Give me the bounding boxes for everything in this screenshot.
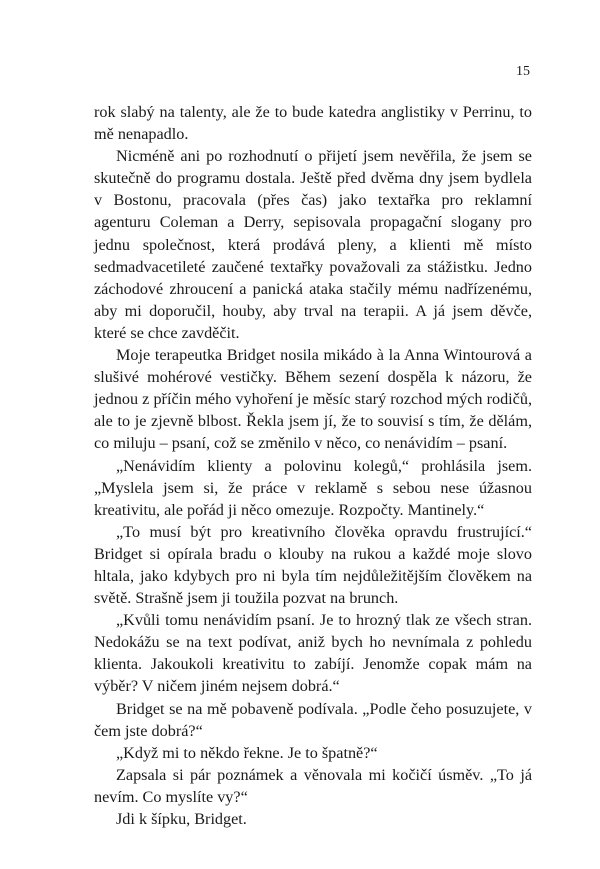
paragraph: Nicméně ani po rozhodnutí o přijetí jsem nevěřila, že jsem se skutečně do programu dostala. Ještě před dvěma dny jsem bydlela v Bostonu, pracovala (přes čas) jako textařka pro reklamní agenturu Coleman a Derry, sepisovala propagační slogany pro jednu společnost, která prodává pleny, a klienti mě místo sedmadvacetileté zaučené textařky považovali za stážistku. Jedno záchodové zhroucení a panická ataka stačily mému nadřízenému, aby mi doporučil, houby, aby trval na terapii. A já jsem děvče, které se chce zavděčit. (94, 147, 532, 342)
paragraph: Moje terapeutka Bridget nosila mikádo à la Anna Wintourová a slušivé mohérové vestičky. Během sezení dospěla k názoru, že jednou z příčin mého vyhoření je měsíc starý rozchod mých rodičů, ale to je zjevně blbost. Řekla jsem jí, že to souvisí s tím, že dělám, co miluju – psaní, což se změnilo v něco, co nenávidím – psaní. (94, 346, 532, 453)
paragraph: „Kvůli tomu nenávidím psaní. Je to hrozný tlak ze všech stran. Nedokážu se na text podívat, aniž bych ho nevnímala z pohledu klienta. Jakoukoli kreativitu to zabíjí. Jenomže copak mám na výběr? V ničem jiném nejsem dobrá.“ (94, 611, 532, 696)
body-text (94, 101, 532, 830)
paragraph: Bridget se na mě pobaveně podívala. „Podle čeho posuzujete, v čem jste dobrá?“ (94, 699, 532, 740)
paragraph: „Nenávidím klienty a polovinu kolegů,“ prohlásila jsem. „Myslela jsem si, že práce v reklamě s sebou nese úžasnou kreativitu, ale pořád ji něco omezuje. Rozpočty. Mantinely.“ (94, 456, 532, 519)
paragraph: „To musí být pro kreativního člověka opravdu frustrující.“ Bridget si opírala bradu o klouby na rukou a každé moje slovo hltala, jako kdybych pro ni byla tím nejdůležitějším člověkem na světě. Strašně jsem ji toužila pozvat na brunch. (94, 522, 532, 608)
paragraph: Zapsala si pár poznámek a věnovala mi kočičí úsměv. „To já nevím. Co myslíte vy?“ (94, 765, 532, 806)
paragraph: Jdi k šípku, Bridget. (116, 810, 247, 828)
paragraph: rok slabý na talenty, ale že to bude katedra anglistiky v Perrinu, to mě nenapadlo. (94, 103, 532, 144)
page-number: 15 (516, 64, 530, 79)
paragraph: „Když mi to někdo řekne. Je to špatně?“ (116, 743, 378, 762)
